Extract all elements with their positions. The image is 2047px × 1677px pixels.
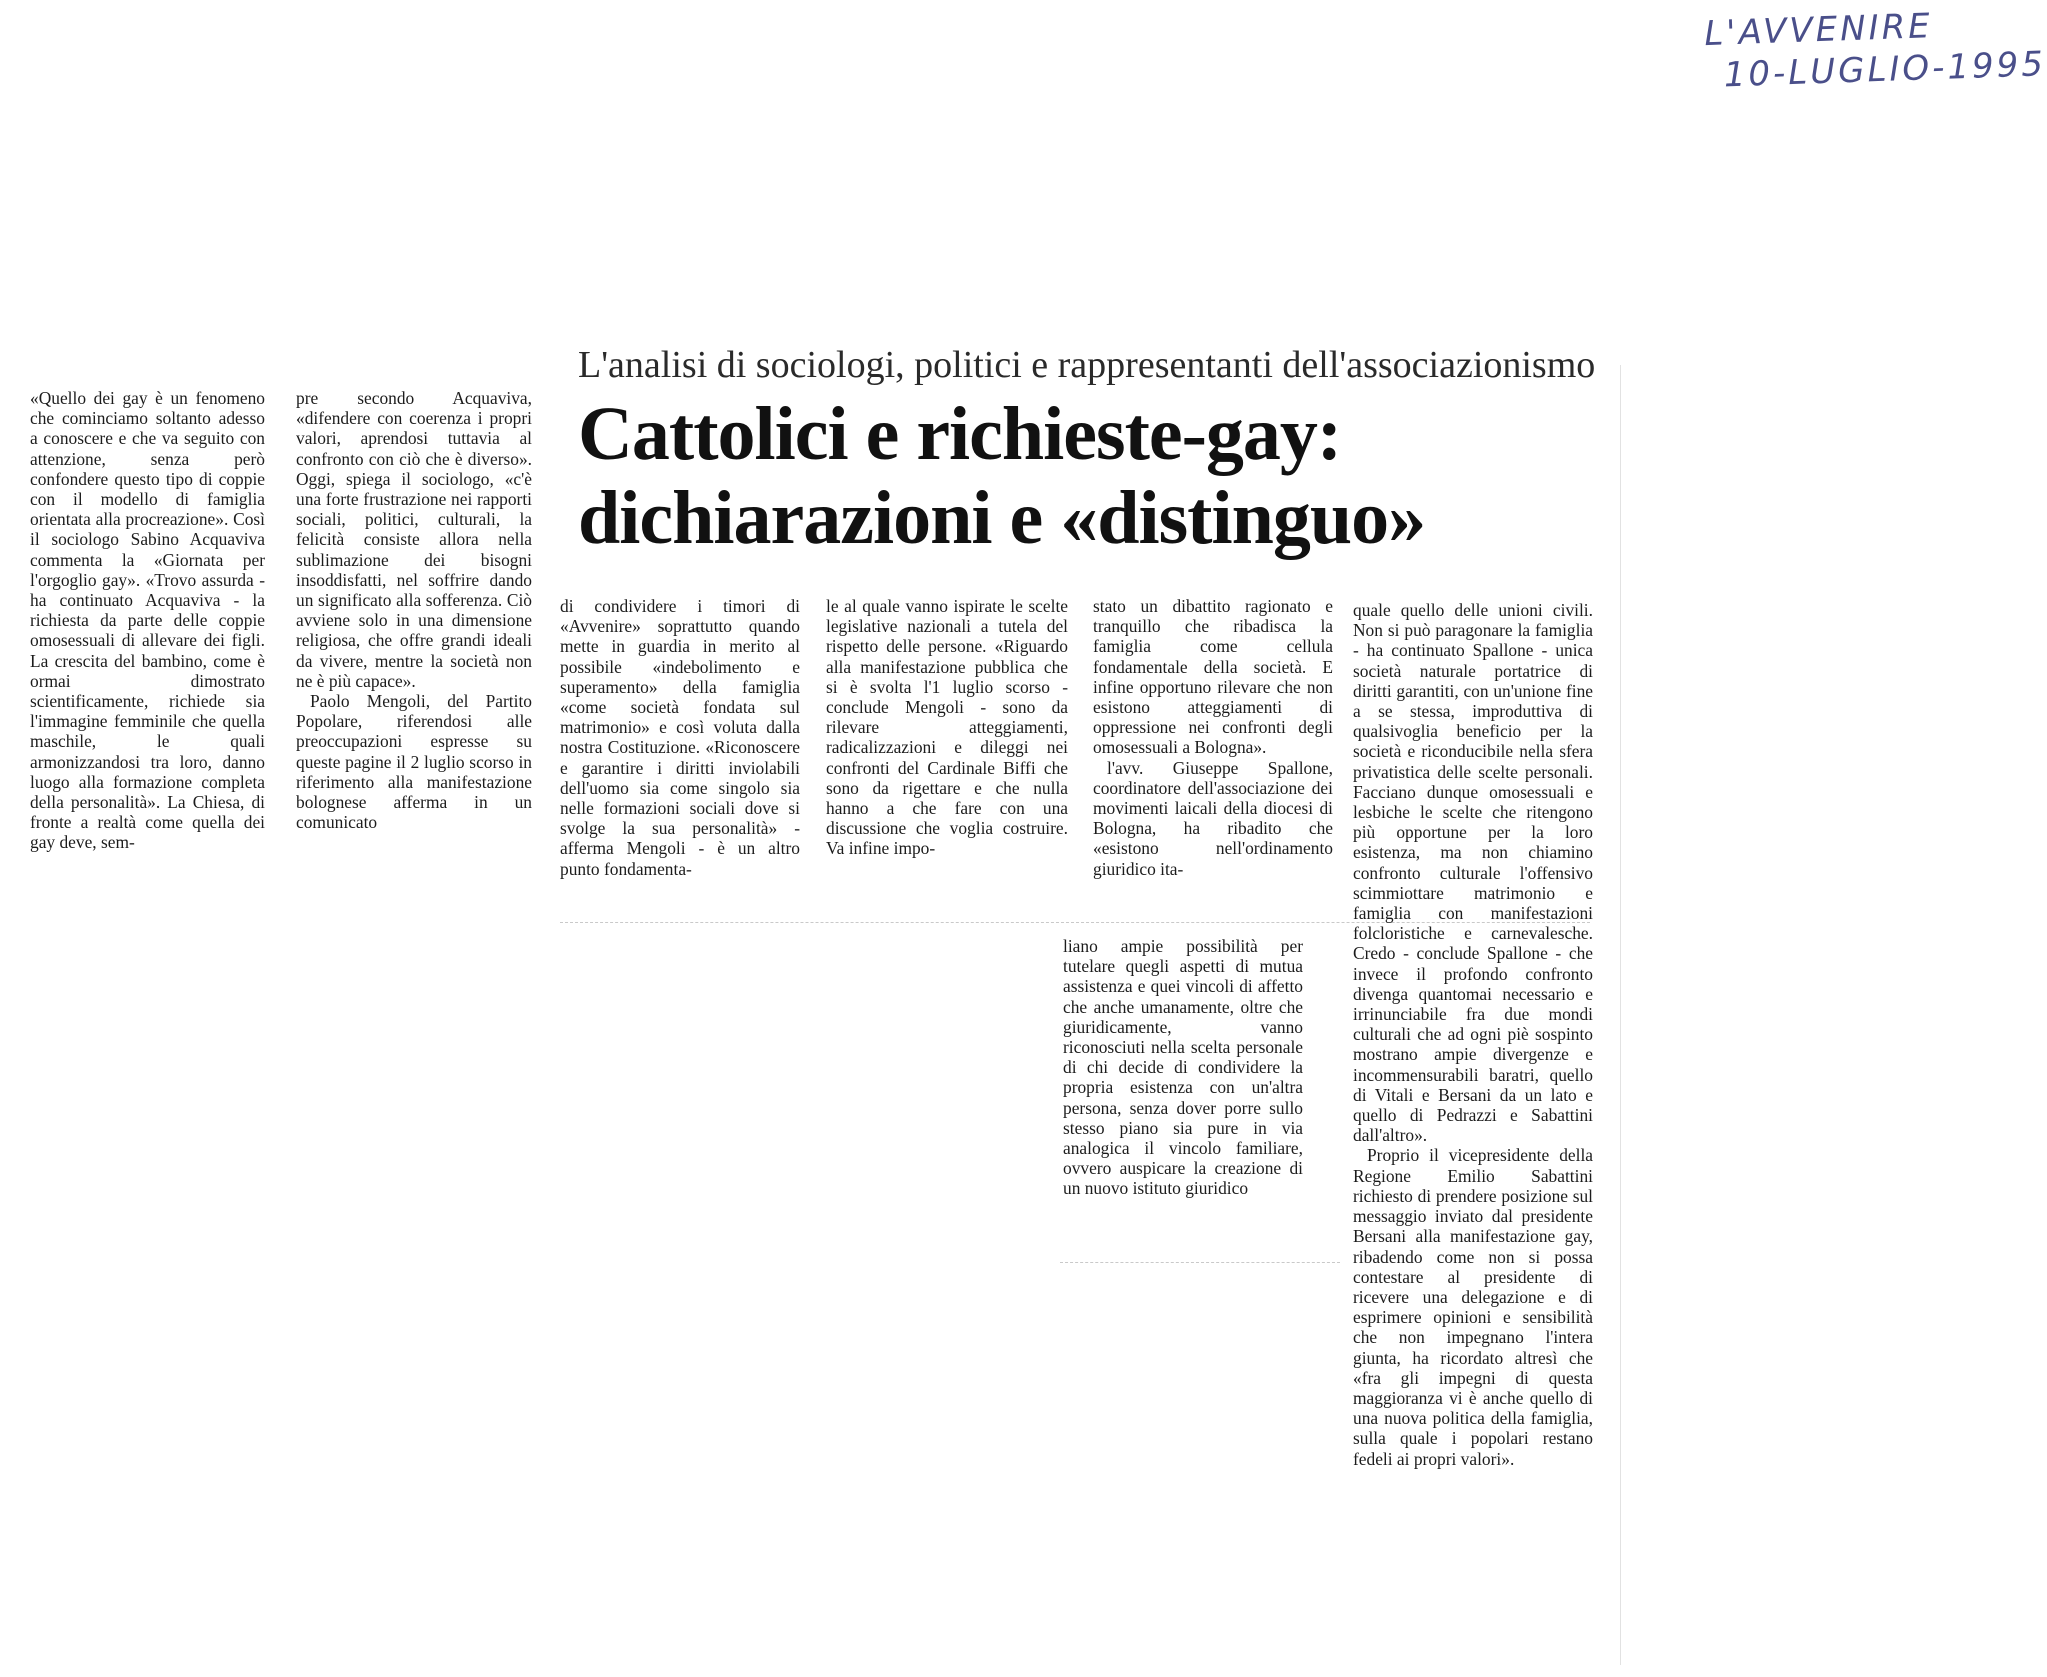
clipping-cut-line — [1060, 1262, 1340, 1263]
clipping-edge — [1620, 365, 1621, 1665]
article-column-3 — [560, 596, 800, 879]
handwritten-annotation — [1703, 3, 2047, 97]
column-paragraph: quale quello delle unioni civili. Non si può paragonare la famiglia - ha continuato Spallone - unica società naturale portatrice di diritti garantiti, con un'unione fine a se stessa, improduttiva di qualsivoglia beneficio per la società e riconducibile nella sfera privatistica delle scelte personali. Facciano dunque omosessuali e lesbiche le scelte che ritengono più opportune per la loro esistenza, ma non chiamino confronto culturale l'offensivo scimmiottare matrimonio e famiglia con manifestazioni folcloristiche e carnevalesche. Credo - conclude Spallone - che invece il profondo confronto divenga quantomai necessario e irrinunciabile fra due mondi culturali che ad ogni piè sospinto mostrano ampie divergenze e incommensurabili baratri, quello di Vitali e Bersani da un lato e quello di Pedrazzi e Sabattini dall'altro». — [1353, 600, 1593, 1146]
handwritten-source: L'AVVENIRE — [1703, 6, 1934, 55]
article-headline — [578, 392, 1618, 560]
column-paragraph: liano ampie possibilità per tutelare quegli aspetti di mutua assistenza e quei vincoli di affetto che anche umanamente, oltre che giuridicamente, vanno riconosciuti nella scelta personale di chi decide di condividere la propria esistenza con un'altra persona, senza dover porre sullo stesso piano sia pure in via analogica il vincolo familiare, ovvero auspicare la creazione di un nuovo istituto giuridico — [1063, 936, 1303, 1199]
column-paragraph: Paolo Mengoli, del Partito Popolare, riferendosi alle preoccupazioni espresse su queste pagine il 2 luglio scorso in riferimento alla manifestazione bolognese afferma in un comunicato — [296, 691, 532, 833]
column-paragraph: stato un dibattito ragionato e tranquillo che ribadisca la famiglia come cellula fondamentale della società. E infine opportuno rilevare che non esistono atteggiamenti di oppressione nei confronti degli omosessuali a Bologna». — [1093, 596, 1333, 758]
column-paragraph: le al quale vanno ispirate le scelte legislative nazionali a tutela del rispetto delle persone. «Riguardo alla manifestazione pubblica che si è svolta l'1 luglio scorso - conclude Mengoli - sono da rilevare atteggiamenti, radicalizzazioni e dileggi nei confronti del Cardinale Biffi che sono da rigettare e che nulla hanno a che fare con una discussione che voglia costruire. Va infine impo- — [826, 596, 1068, 859]
headline-line-2: dichiarazioni e «distinguo» — [578, 476, 1426, 560]
article-column-7 — [1353, 600, 1593, 1469]
article-kicker: L'analisi di sociologi, politici e rappresentanti dell'associazionismo — [578, 344, 1596, 386]
article-column-1 — [30, 388, 265, 853]
column-paragraph: di condividere i timori di «Avvenire» soprattutto quando mette in guardia in merito al possibile «indebolimento e superamento» della famiglia «come società fondata sul matrimonio» e così voluta dalla nostra Costituzione. «Riconoscere e garantire i diritti inviolabili dell'uomo sia come singolo sia nelle formazioni sociali dove si svolge la sua personalità» - afferma Mengoli - è un altro punto fondamenta- — [560, 596, 800, 879]
column-paragraph: Proprio il vicepresidente della Regione Emilio Sabattini richiesto di prendere posizione sul messaggio inviato dal presidente Bersani alla manifestazione gay, ribadendo come non si possa contestare al presidente di ricevere una delegazione e di esprimere opinioni e sensibilità che non impegnano l'intera giunta, ha ricordato altresì che «fra gli impegni di questa maggioranza vi è anche quello di una nuova politica della famiglia, sulla quale i popolari restano fedeli ai propri valori». — [1353, 1145, 1593, 1469]
article-column-6 — [1063, 936, 1303, 1199]
column-paragraph: «Quello dei gay è un fenomeno che cominciamo soltanto adesso a conoscere e che va seguito con attenzione, senza però confondere questo tipo di coppie con il modello di famiglia orientata alla procreazione». Così il sociologo Sabino Acquaviva commenta la «Giornata per l'orgoglio gay». «Trovo assurda - ha continuato Acquaviva - la richiesta da parte delle coppie omosessuali di allevare dei figli. La crescita del bambino, come è ormai dimostrato scientificamente, richiede sia l'immagine femminile che quella maschile, le quali armonizzandosi tra loro, danno luogo alla formazione completa della personalità». La Chiesa, di fronte a realtà come quella dei gay deve, sem- — [30, 388, 265, 853]
article-column-5 — [1093, 596, 1333, 879]
column-paragraph: pre secondo Acquaviva, «difendere con coerenza i propri valori, aprendosi tuttavia al confronto con ciò che è diverso». Oggi, spiega il sociologo, «c'è una forte frustrazione nei rapporti sociali, politici, culturali, la felicità consiste allora nella sublimazione dei bisogni insoddisfatti, nel soffrire dando un significato alla sofferenza. Ciò avviene solo in una dimensione religiosa, che offre grandi ideali da vivere, mentre la società non ne è più capace». — [296, 388, 532, 691]
handwritten-date: 10-LUGLIO-1995 — [1723, 44, 2047, 96]
article-column-4 — [826, 596, 1068, 859]
headline-line-1: Cattolici e richieste-gay: — [578, 392, 1342, 476]
column-paragraph: l'avv. Giuseppe Spallone, coordinatore dell'associazione dei movimenti laicali della diocesi di Bologna, ha ribadito che «esistono nell'ordinamento giuridico ita- — [1093, 757, 1333, 879]
article-column-2 — [296, 388, 532, 832]
